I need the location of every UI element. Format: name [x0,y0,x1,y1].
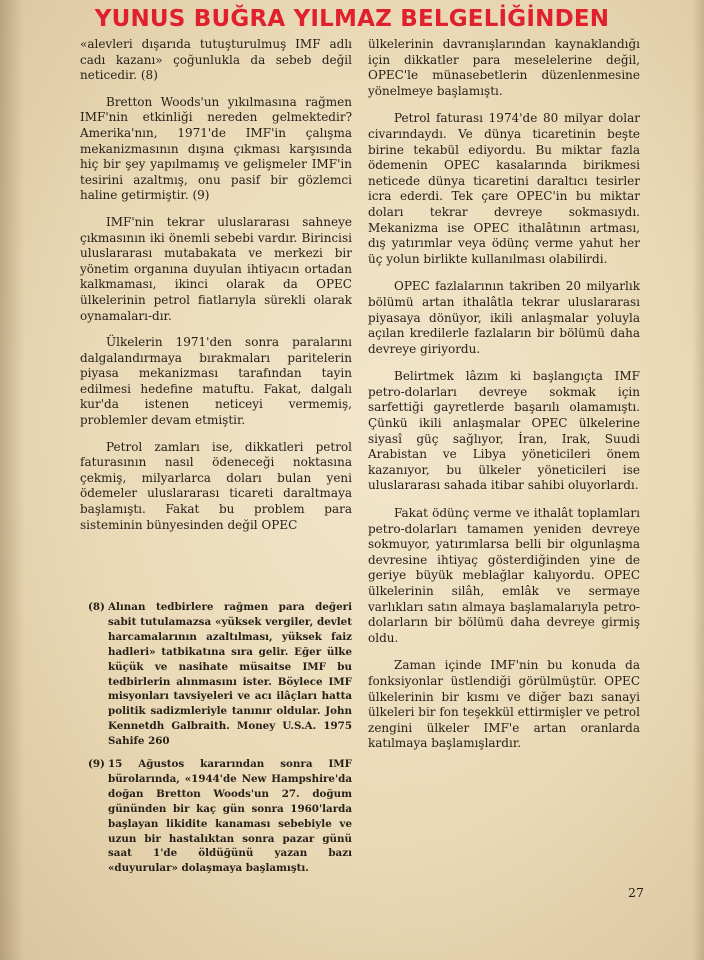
paragraph: Fakat ödünç verme ve ithalât toplamları petro-dolarları tamamen yeniden devreye sokmuyor, yatırımlarsa belli bir olgunlaşma devresine ihtiyaç gösterdiğinden yine de geriye büyük meblağlar kalıyordu. OPEC ülkelerinin silâh, emlâk ve sermaye varlıkları satın almaya başlamalarıyla petro-dolarların bir bölümü daha devreye girmiş oldu. [368,506,640,645]
paragraph: Petrol faturası 1974'de 80 milyar dolar civarındaydı. Ve dünya ticaretinin beşte birine tekabül ediyordu. Bu miktar fazla ödemenin OPEC kasalarında birikmesi neticede dünya ticaretini daraltıcı tesirler icra ederdi. Tek çare OPEC'in bu miktar doları tekrar devreye sokmasıydı. Mekanizma ise OPEC ithalâtının artması, dış yatırımlar veya ödünç verme yahut her üç yolun birlikte kullanılması olabilirdi. [368,111,640,266]
footnote-text: Alınan tedbirlere rağmen para değeri sabit tutulamazsa «yüksek vergiler, devlet harcamalarının azaltılması, yüksek faiz hadleri» tatbikatına sıra gelir. Eğer ülke küçük ve nasihate müsaitse IMF bu tedbirlerin alınmasını ister. Böylece IMF misyonları tavsiyeleri ve acı ilâçları hatta politik sadizmleriyle tanınır oldular. John Kennetdh Galbraith. Money U.S.A. 1975 Sahife 260 [108,601,352,748]
paragraph: OPEC fazlalarının takriben 20 milyarlık bölümü artan ithalâtla tekrar uluslararası piyasaya dönüyor, ikili anlaşmalar yoluyla açılan kredilerle fazlaların bir bölümü daha devreye giriyordu. [368,279,640,356]
paragraph: Belirtmek lâzım ki başlangıçta IMF petro-dolarları devreye sokmak için sarfettiği gayretlerde başarılı olamamıştı. Çünkü ikili anlaşmalar OPEC ülkelerine siyasî güç sağlıyor, İran, Irak, Suudi Arabistan ve Libya yöneticileri önem kazanıyor, bu ülkeler yöneticileri ise uluslararası sahada itibar sahibi oluyorlardı. [368,369,640,493]
right-text-column [368,37,640,752]
footnote-8 [88,600,352,749]
paragraph: Petrol zamları ise, dikkatleri petrol faturasının nasıl ödeneceği noktasına çekmiş, milyarlarca doları bulan yeni ödemeler uluslararası ticareti daraltmaya başlamıştı. Fakat bu problem para sisteminin bünyesinden değil OPEC [80,439,352,532]
footnote-9 [88,757,352,876]
footnote-number: (9) [88,758,105,770]
left-text-column [80,37,352,533]
paragraph: ülkelerinin davranışlarından kaynaklandığı için dikkatler para meselelerine değil, OPEC'le münasebetlerin düzenlenmesine yönelmeye başlamıştı. [368,37,640,98]
paragraph: Zaman içinde IMF'nin bu konuda da fonksiyonlar üstlendiği görülmüştür. OPEC ülkelerinin bir kısmı ve diğer bazı sanayi ülkeleri bir fon teşekkül ettirmişler ve petrol zengini ülkeler IMF'e artan oranlarda katılmaya başlamışlardır. [368,658,640,751]
page-number: 27 [628,885,644,900]
footnote-text: 15 Ağustos kararından sonra IMF bürolarında, «1944'de New Hampshire'da doğan Bretton Woods'un 27. doğum gününden bir kaç gün sonra 1960'larda başlayan likidite kanaması sebebiyle ve uzun bir hastalıktan sonra pazar günü saat 1'de öldüğünü yazan bazı «duyurular» dolaşmaya başlamıştı. [108,758,352,875]
archive-watermark: YUNUS BUĞRA YILMAZ BELGELİĞİNDEN [94,6,610,32]
paragraph: Bretton Woods'un yıkılmasına rağmen IMF'nin etkinliği nereden gelmektedir? Amerika'nın, 1971'de IMF'in çalışma mekanizmasının dışına çıkması karşısında hiç bir şey yapılmamış ve gelişmeler IMF'in tesirini azaltmış, onu pasif bir gözlemci haline getirmiştir. (9) [80,94,352,203]
paragraph: «alevleri dışarıda tutuşturulmuş IMF adlı cadı kazanı» çoğunlukla da sebeb değil neticedir. (8) [80,37,352,83]
paragraph: Ülkelerin 1971'den sonra paralarını dalgalandırmaya bırakmaları paritelerin piyasa mekanizması tarafından tayin edilmesi hedefine matuftu. Fakat, dalgalı kur'da istenen neticeyi vermemiş, problemler devam etmiştir. [80,335,352,428]
footnote-number: (8) [88,601,105,613]
paragraph: IMF'nin tekrar uluslararası sahneye çıkmasının iki önemli sebebi vardır. Birincisi uluslararası mutabakata ve merkezi bir yönetim organına duyulan ihtiyacın ortadan kalkmaması, ikinci olarak da OPEC ülkelerinin petrol fiatlarıyla sürekli olarak oynamaları-dır. [80,214,352,323]
